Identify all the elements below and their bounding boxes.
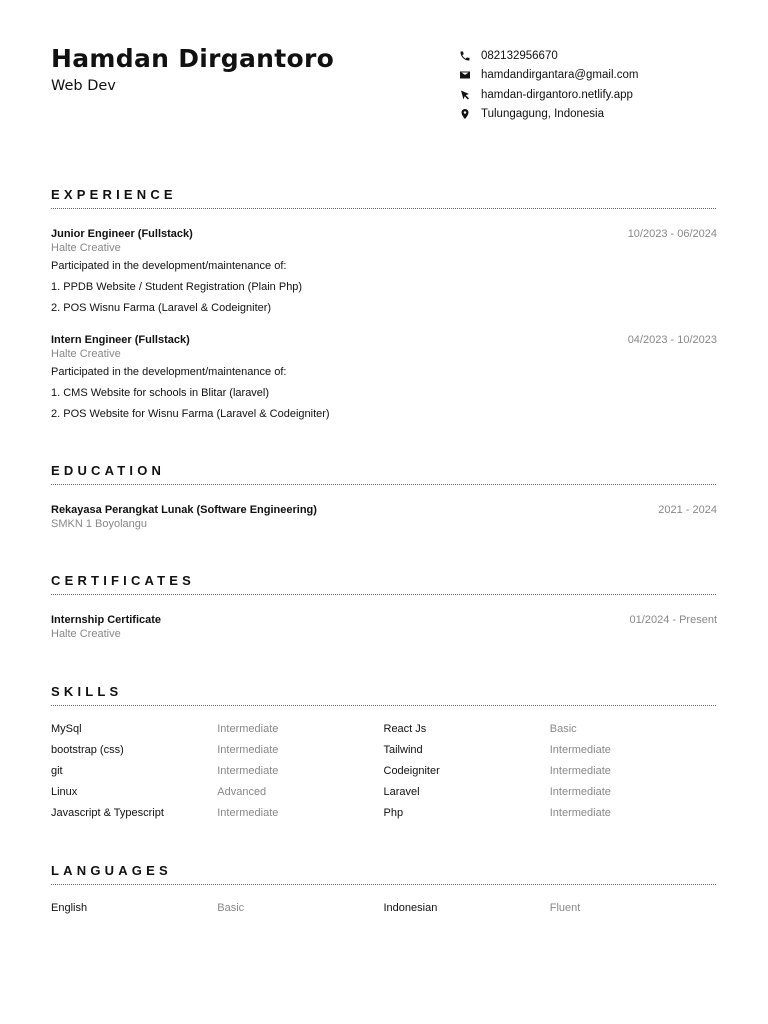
experience-section — [51, 187, 716, 421]
pointer-icon — [459, 89, 471, 101]
language-name: Indonesian — [383, 901, 438, 914]
contact-phone — [459, 46, 638, 66]
job-description: 1. CMS Website for schools in Blitar (laravel) — [51, 387, 270, 399]
phone-icon — [459, 50, 471, 62]
skills-row — [51, 760, 716, 781]
skills-row — [51, 802, 716, 823]
mail-icon — [459, 69, 471, 81]
skill-level: Intermediate — [217, 764, 279, 777]
skill-name: bootstrap (css) — [51, 743, 124, 756]
skills-row — [51, 739, 716, 760]
certificates-section — [51, 573, 716, 641]
certificate-entry — [51, 613, 716, 641]
education-dates: 2021 - 2024 — [658, 504, 717, 516]
skill-name: Laravel — [383, 785, 420, 798]
job-title: Junior Engineer (Fullstack) — [51, 228, 193, 240]
certificate-issuer: Halte Creative — [51, 628, 121, 640]
certificate-dates: 01/2024 - Present — [629, 614, 717, 626]
languages-heading: LANGUAGES — [51, 863, 172, 878]
candidate-name: Hamdan Dirgantoro — [51, 44, 335, 73]
languages-divider — [51, 884, 716, 885]
contact-website-text[interactable]: hamdan-dirgantoro.netlify.app — [481, 88, 633, 101]
language-level: Basic — [217, 901, 245, 914]
skill-name: MySql — [51, 722, 82, 735]
job-title: Intern Engineer (Fullstack) — [51, 334, 190, 346]
certificates-heading: CERTIFICATES — [51, 573, 196, 588]
job-description: Participated in the development/maintenance of: — [51, 366, 287, 378]
certificate-title: Internship Certificate — [51, 614, 162, 626]
job-description: 2. POS Website for Wisnu Farma (Laravel & Codeigniter) — [51, 408, 330, 420]
skills-divider — [51, 705, 716, 706]
education-divider — [51, 484, 716, 485]
skill-level: Advanced — [217, 785, 267, 798]
degree-title: Rekayasa Perangkat Lunak (Software Engineering) — [51, 504, 317, 516]
languages-section — [51, 863, 716, 918]
skill-name: Linux — [51, 785, 78, 798]
job-description: Participated in the development/maintenance of: — [51, 260, 287, 272]
skills-row — [51, 781, 716, 802]
contact-location-text: Tulungagung, Indonesia — [481, 108, 604, 121]
skills-grid — [51, 718, 716, 823]
company-name: Halte Creative — [51, 242, 121, 254]
skill-level: Intermediate — [217, 722, 279, 735]
languages-grid — [51, 897, 716, 918]
skill-level: Intermediate — [217, 743, 279, 756]
job-dates: 10/2023 - 06/2024 — [627, 228, 717, 240]
skill-name: Codeigniter — [383, 764, 440, 777]
experience-heading: EXPERIENCE — [51, 187, 177, 202]
skills-heading: SKILLS — [51, 684, 123, 699]
language-name: English — [51, 901, 88, 914]
contact-list — [459, 46, 638, 124]
skills-row — [51, 718, 716, 739]
experience-entry — [51, 227, 716, 315]
job-dates: 04/2023 - 10/2023 — [627, 334, 717, 346]
company-name: Halte Creative — [51, 348, 121, 360]
contact-location — [459, 105, 638, 125]
skill-level: Intermediate — [549, 743, 611, 756]
school-name: SMKN 1 Boyolangu — [51, 518, 147, 530]
skill-level: Intermediate — [549, 785, 611, 798]
contact-email-text[interactable]: hamdandirgantara@gmail.com — [481, 69, 639, 82]
job-description: 1. PPDB Website / Student Registration (Plain Php) — [51, 281, 303, 293]
language-level: Fluent — [549, 901, 581, 914]
skill-level: Intermediate — [549, 806, 611, 819]
education-heading: EDUCATION — [51, 463, 166, 478]
skill-name: Php — [383, 806, 404, 819]
skill-name: React Js — [383, 722, 427, 735]
skill-name: git — [51, 764, 63, 777]
languages-row — [51, 897, 716, 918]
education-section — [51, 463, 716, 531]
skill-name: Tailwind — [383, 743, 423, 756]
candidate-role: Web Dev — [51, 78, 116, 94]
contact-email — [459, 66, 638, 86]
contact-website — [459, 85, 638, 105]
certificates-divider — [51, 594, 716, 595]
skill-level: Intermediate — [217, 806, 279, 819]
skill-level: Intermediate — [549, 764, 611, 777]
education-entry — [51, 503, 716, 531]
job-description: 2. POS Wisnu Farma (Laravel & Codeigniter) — [51, 302, 272, 314]
skills-section — [51, 684, 716, 823]
experience-divider — [51, 208, 716, 209]
contact-phone-text: 082132956670 — [481, 49, 558, 62]
skill-name: Javascript & Typescript — [51, 806, 164, 819]
skill-level: Basic — [549, 722, 577, 735]
location-pin-icon — [459, 108, 471, 120]
experience-entry — [51, 333, 716, 421]
